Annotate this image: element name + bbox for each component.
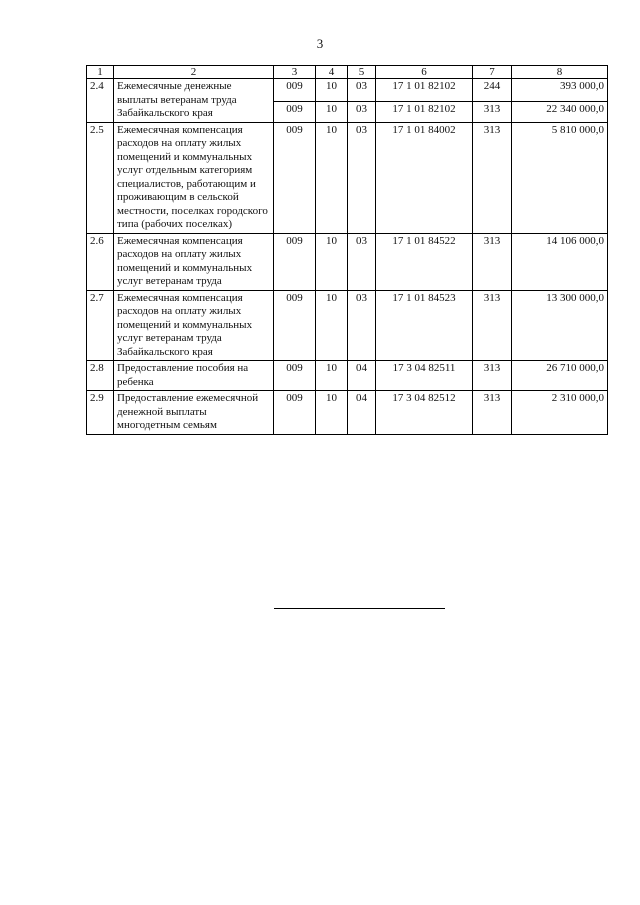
table-row-2-8 bbox=[87, 361, 608, 391]
row-name: Ежемесячная компенсация расходов на оплату жилых помещений и коммунальных услуг ветеранам труда Забайкальского края bbox=[114, 290, 274, 361]
section-code: 10 bbox=[316, 361, 348, 391]
header-cell-4: 4 bbox=[316, 66, 348, 79]
admin-code: 009 bbox=[286, 80, 303, 92]
header-cell-1: 1 bbox=[87, 66, 114, 79]
header-cell-8: 8 bbox=[512, 66, 608, 79]
section-code: 10 bbox=[316, 391, 348, 435]
section-code: 10 bbox=[316, 290, 348, 361]
page-number: 3 bbox=[316, 36, 324, 51]
target-article-code: 17 1 01 84523 bbox=[376, 290, 473, 361]
admin-code: 009 bbox=[274, 290, 316, 361]
row-name: Ежемесячные денежные выплаты ветеранам труда Забайкальского края bbox=[114, 79, 274, 123]
row-number: 2.7 bbox=[87, 290, 114, 361]
header-cell-7: 7 bbox=[473, 66, 512, 79]
budget-table bbox=[86, 65, 608, 435]
header-cell-5: 5 bbox=[348, 66, 376, 79]
amount: 26 710 000,0 bbox=[512, 361, 608, 391]
header-cell-2: 2 bbox=[114, 66, 274, 79]
admin-code: 009 bbox=[274, 361, 316, 391]
row-number: 2.4 bbox=[87, 79, 114, 123]
expense-type-code: 313 bbox=[473, 101, 511, 121]
subsection-cell bbox=[348, 79, 376, 123]
row-name: Предоставление ежемесячной денежной выплаты многодетным семьям bbox=[114, 391, 274, 435]
subsection-code: 03 bbox=[348, 290, 376, 361]
table-row-2-4 bbox=[87, 79, 608, 123]
table-row-2-7 bbox=[87, 290, 608, 361]
subsection-code: 04 bbox=[348, 391, 376, 435]
table-row-2-9 bbox=[87, 391, 608, 435]
section-code: 10 bbox=[316, 122, 348, 233]
amount: 14 106 000,0 bbox=[512, 233, 608, 290]
amount: 5 810 000,0 bbox=[512, 122, 608, 233]
expense-type-code: 313 bbox=[473, 233, 512, 290]
target-article-code: 17 3 04 82512 bbox=[376, 391, 473, 435]
section-code: 10 bbox=[316, 101, 347, 121]
target-article-cell bbox=[376, 79, 473, 123]
header-row bbox=[87, 66, 608, 79]
row-number: 2.8 bbox=[87, 361, 114, 391]
admin-code-cell bbox=[274, 79, 316, 123]
table-row-2-6 bbox=[87, 233, 608, 290]
row-number: 2.9 bbox=[87, 391, 114, 435]
admin-code: 009 bbox=[274, 101, 315, 121]
admin-code: 009 bbox=[274, 233, 316, 290]
subsection-code: 03 bbox=[348, 233, 376, 290]
target-article-code: 17 1 01 82102 bbox=[376, 101, 472, 121]
expense-type-code: 313 bbox=[473, 290, 512, 361]
target-article-code: 17 1 01 84002 bbox=[376, 122, 473, 233]
subsection-code: 04 bbox=[348, 361, 376, 391]
section-cell bbox=[316, 79, 348, 123]
amount: 22 340 000,0 bbox=[512, 101, 607, 121]
closing-line bbox=[274, 608, 445, 609]
row-name: Предоставление пособия на ребенка bbox=[114, 361, 274, 391]
row-number: 2.5 bbox=[87, 122, 114, 233]
expense-type-code: 313 bbox=[473, 122, 512, 233]
subsection-code: 03 bbox=[356, 80, 367, 92]
admin-code: 009 bbox=[274, 122, 316, 233]
header-cell-6: 6 bbox=[376, 66, 473, 79]
row-number: 2.6 bbox=[87, 233, 114, 290]
target-article-code: 17 3 04 82511 bbox=[376, 361, 473, 391]
amount: 393 000,0 bbox=[560, 80, 604, 92]
row-name: Ежемесячная компенсация расходов на оплату жилых помещений и коммунальных услуг отдельным категориям специалистов, работающим и проживающим в сельской местности, поселках городского типа (рабочих поселках) bbox=[114, 122, 274, 233]
expense-type-code: 313 bbox=[473, 361, 512, 391]
amount: 2 310 000,0 bbox=[512, 391, 608, 435]
expense-type-cell bbox=[473, 79, 512, 123]
amount: 13 300 000,0 bbox=[512, 290, 608, 361]
expense-type-code: 313 bbox=[473, 391, 512, 435]
target-article-code: 17 1 01 84522 bbox=[376, 233, 473, 290]
subsection-code: 03 bbox=[348, 101, 375, 121]
header-cell-3: 3 bbox=[274, 66, 316, 79]
table-row-2-5 bbox=[87, 122, 608, 233]
target-article-code: 17 1 01 82102 bbox=[392, 80, 456, 92]
amount-cell bbox=[512, 79, 608, 123]
admin-code: 009 bbox=[274, 391, 316, 435]
expense-type-code: 244 bbox=[483, 80, 501, 92]
subsection-code: 03 bbox=[348, 122, 376, 233]
row-name: Ежемесячная компенсация расходов на оплату жилых помещений и коммунальных услуг ветеранам труда bbox=[114, 233, 274, 290]
section-code: 10 bbox=[326, 80, 337, 92]
section-code: 10 bbox=[316, 233, 348, 290]
